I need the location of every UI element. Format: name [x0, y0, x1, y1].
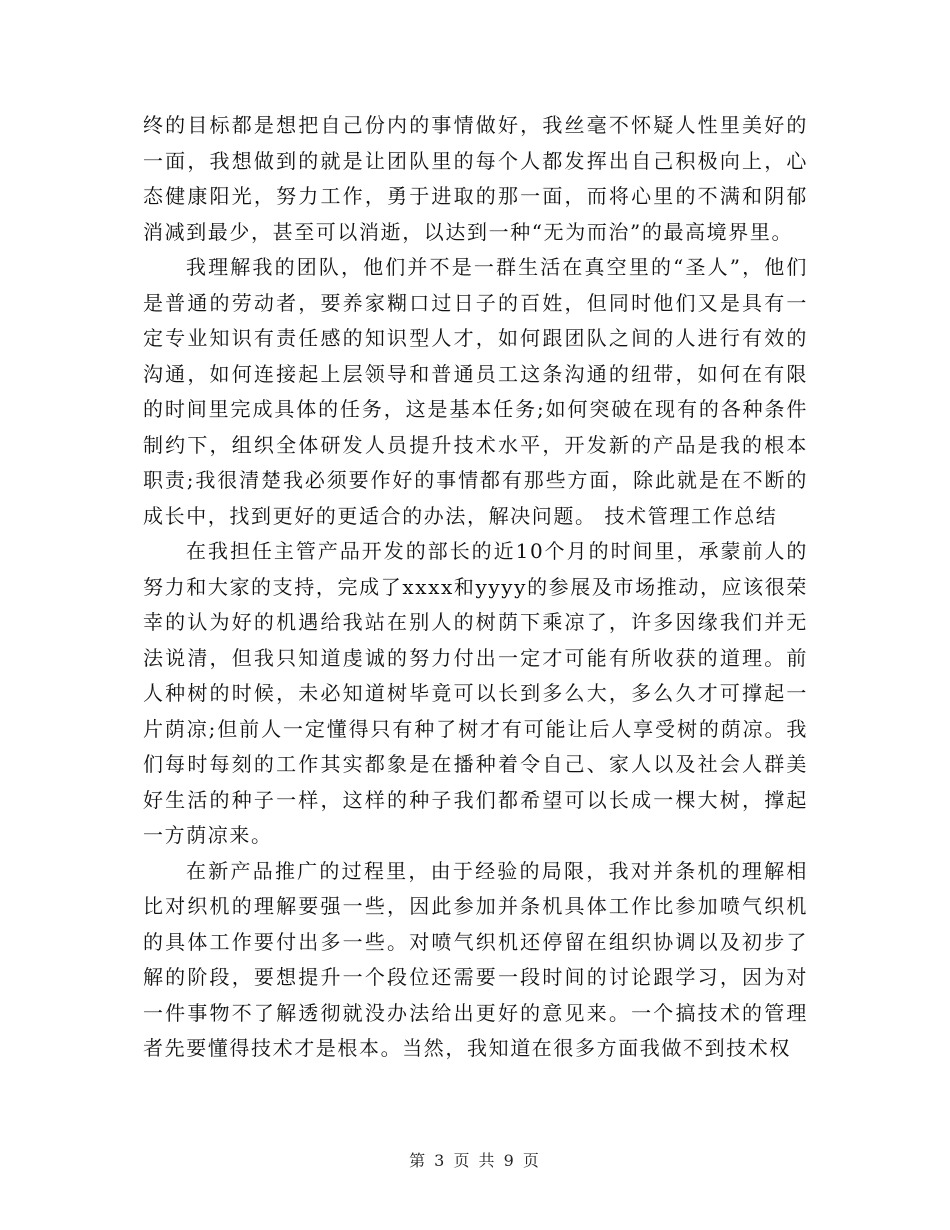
paragraph-product-development: 在我担任主管产品开发的部长的近10个月的时间里，承蒙前人的努力和大家的支持，完成了xxxx和yyyy的参展及市场推动，应该很荣幸的认为好的机遇给我站在别人的树荫下乘凉了，许多因缘我们并无法说清，但我只知道虔诚的努力付出一定才可能有所收获的道理。前人种树的时候，未必知道树毕竟可以长到多么大，多么久才可撑起一片荫凉;但前人一定懂得只有种了树才有可能让后人享受树的荫凉。我们每时每刻的工作其实都象是在播种着令自己、家人以及社会人群美好生活的种子一样，这样的种子我们都希望可以长成一棵大树，撑起一方荫凉来。: [143, 539, 808, 847]
paragraph-continuation: 终的目标都是想把自己份内的事情做好，我丝毫不怀疑人性里美好的一面，我想做到的就是让团队里的每个人都发挥出自己积极向上，心态健康阳光，努力工作，勇于进取的那一面，而将心里的不满和阴郁消减到最少，甚至可以消逝，以达到一种“无为而治”的最高境界里。: [143, 113, 808, 244]
page-footer: 第 3 页 共 9 页: [409, 1151, 541, 1170]
body-text: [143, 108, 808, 1067]
paragraph-new-product-promotion: 在新产品推广的过程里，由于经验的局限，我对并条机的理解相比对织机的理解要强一些，因此参加并条机具体工作比参加喷气织机的具体工作要付出多一些。对喷气织机还停留在组织协调以及初步了解的阶段，要想提升一个段位还需要一段时间的讨论跟学习，因为对一件事物不了解透彻就没办法给出更好的意见来。一个搞技术的管理者先要懂得技术才是根本。当然，我知道在很多方面我做不到技术权: [143, 858, 808, 1060]
paragraph-team-understanding: 我理解我的团队，他们并不是一群生活在真空里的“圣人”，他们是普通的劳动者，要养家糊口过日子的百姓，但同时他们又是具有一定专业知识有责任感的知识型人才，如何跟团队之间的人进行有效的沟通，如何连接起上层领导和普通员工这条沟通的纽带，如何在有限的时间里完成具体的任务，这是基本任务;如何突破在现有的各种条件制约下，组织全体研发人员提升技术水平，开发新的产品是我的根本职责;我很清楚我必须要作好的事情都有那些方面，除此就是在不断的成长中，找到更好的更适合的办法，解决问题。 技术管理工作总结: [143, 255, 808, 528]
